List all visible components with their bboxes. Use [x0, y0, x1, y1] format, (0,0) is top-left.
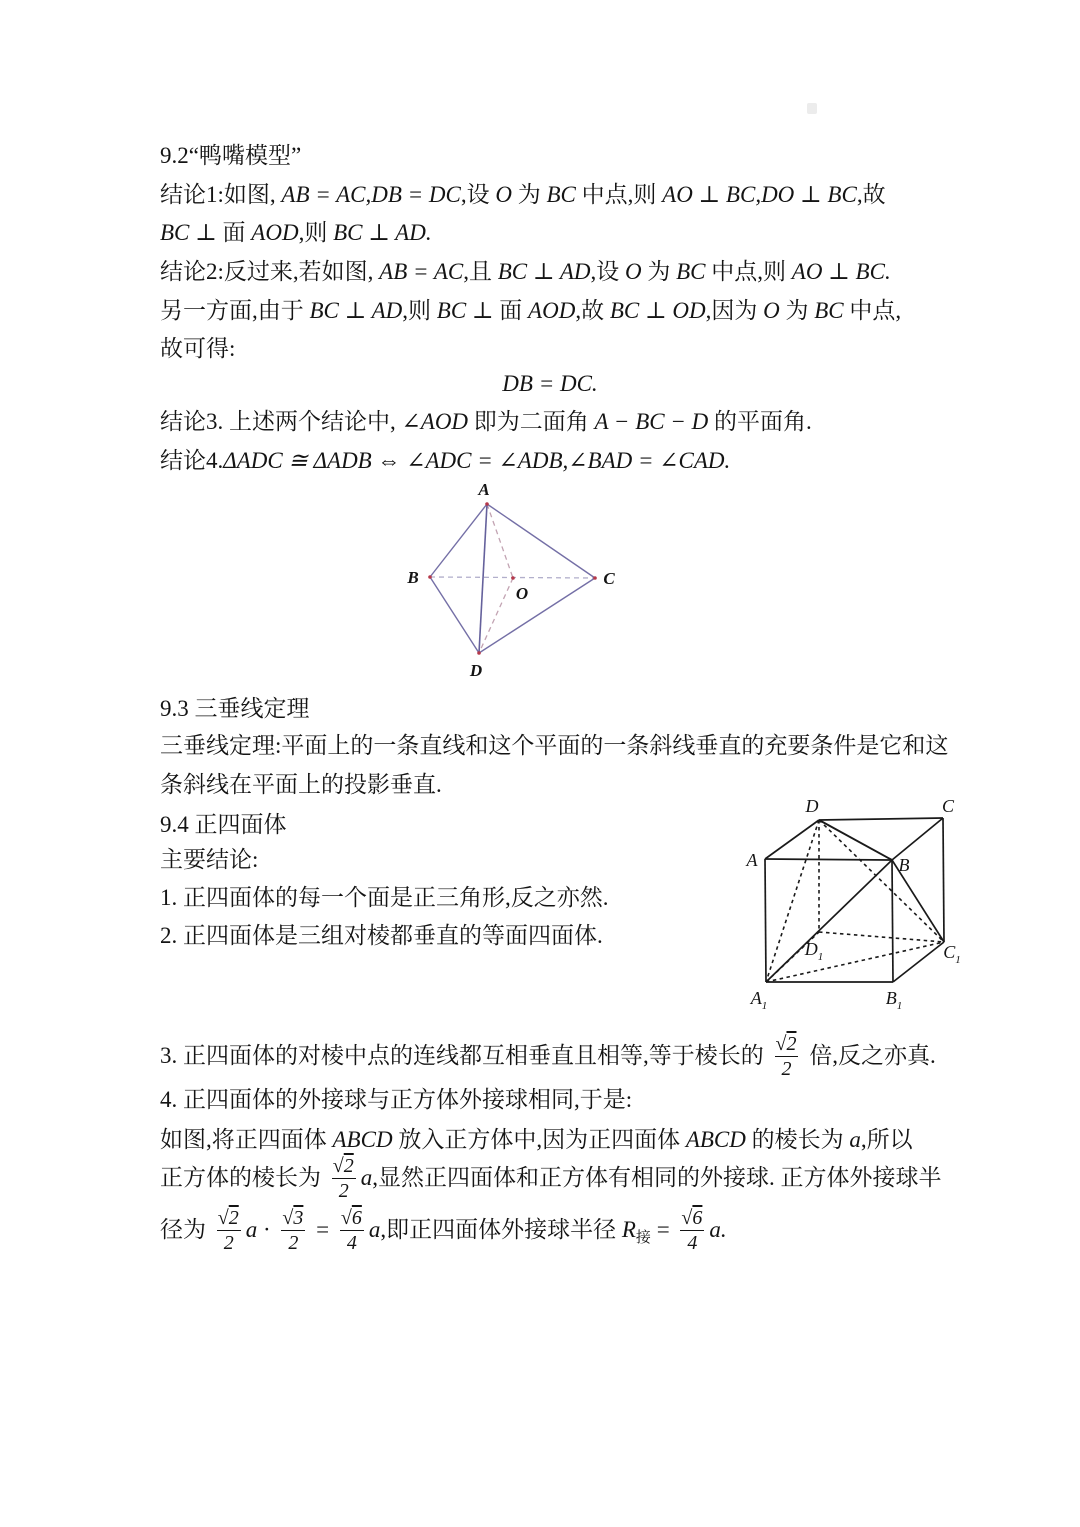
conclusion-2-line-3	[160, 334, 235, 364]
cube-label-B: B	[898, 855, 910, 875]
list-item-1	[160, 883, 609, 913]
math-run: BC	[676, 258, 706, 284]
theorem-line-2	[160, 770, 442, 800]
cube-label-D: D	[805, 796, 819, 816]
math-run: AB = AC	[379, 258, 464, 284]
text-run: ,故	[575, 297, 610, 323]
text-run: ,故	[856, 181, 886, 207]
diagonal-B-A1	[766, 860, 892, 982]
text-run: 的棱长为	[745, 1126, 850, 1152]
fraction-sqrt2-over-2	[332, 1156, 356, 1201]
text-run: 径为	[160, 1216, 212, 1242]
text-run: ,则	[298, 219, 334, 245]
edge-CD	[479, 578, 595, 653]
cube-label-A: A	[746, 850, 758, 870]
fraction-sqrt6-over-4	[680, 1208, 704, 1253]
math-run: BC ⊥	[436, 297, 500, 323]
diagonal-D-C1-dashed	[819, 820, 944, 942]
text-run: 如图,将正四面体	[160, 1126, 333, 1152]
smudge-artifact	[807, 103, 817, 114]
cube-figure	[742, 792, 977, 1017]
numerator	[217, 1208, 241, 1231]
theorem-line-1	[160, 731, 948, 761]
edge-A-B	[765, 859, 892, 860]
text-run: 结论2:反过来,若如图,	[160, 258, 380, 284]
text-run: 主要结论:	[160, 846, 259, 872]
edge-A-A1	[765, 859, 766, 982]
math-run: a	[245, 1216, 258, 1242]
cube-label-D1-subscript: 1	[817, 951, 824, 963]
math-run: AO ⊥ BC,DO ⊥ BC	[662, 181, 857, 207]
cube-label-B1-subscript: 1	[896, 1000, 903, 1012]
text-run: 的平面角.	[708, 408, 812, 434]
math-run: ABCD	[685, 1126, 746, 1152]
text-run: 倍,反之亦真.	[803, 1042, 936, 1068]
math-run: BC ⊥ AD	[309, 297, 403, 323]
text-run: 结论3. 上述两个结论中,	[160, 408, 402, 434]
dot-operator: ·	[257, 1216, 277, 1242]
text-run: 3. 正四面体的对棱中点的连线都互相垂直且相等,等于棱长的	[160, 1042, 770, 1068]
vertex-label-O: O	[515, 584, 529, 603]
cube-label-A1-letter: A	[750, 988, 762, 1008]
edge-C-C1	[943, 818, 944, 942]
edge-AD	[479, 504, 487, 653]
math-run: ΔADC ≅ ΔADB ⇔ ∠ADC = ∠ADB,∠BAD = ∠CAD.	[223, 447, 731, 473]
radicand: 6	[692, 1206, 703, 1229]
conclusion-4-line	[160, 446, 730, 476]
radical-sign: √	[282, 1206, 294, 1229]
edge-AO-dashed	[487, 504, 513, 578]
numerator	[281, 1208, 305, 1231]
edge-AB	[430, 504, 487, 577]
math-run: BC ⊥ OD	[609, 297, 706, 323]
edge-B-B1	[892, 860, 893, 982]
math-run: BC ⊥ AD.	[333, 219, 432, 245]
denominator: 2	[338, 1179, 349, 1202]
text-run: 面	[499, 297, 529, 323]
text-run: 即为二面角	[468, 408, 595, 434]
text-run: 故可得:	[160, 335, 236, 361]
vertex-dot-B	[428, 575, 432, 579]
math-run: R	[621, 1216, 636, 1242]
tetrahedron-drawing	[385, 478, 635, 683]
numerator	[680, 1208, 704, 1231]
text-run: 另一方面,由于	[160, 297, 310, 323]
text-run: ,因为	[705, 297, 764, 323]
fraction-sqrt6-over-4	[340, 1208, 364, 1253]
fraction-sqrt2-over-2	[217, 1208, 241, 1253]
math-run: AB = AC,DB = DC	[281, 181, 461, 207]
text-run: 为	[641, 258, 677, 284]
cube-label-B1-letter: B	[885, 988, 897, 1008]
centered-equation	[160, 369, 940, 399]
text-run: ,显然正四面体和正方体有相同的外接球. 正方体外接球半	[372, 1164, 942, 1190]
radical-sign: √	[681, 1206, 693, 1229]
conclusion-1-line-1	[160, 180, 886, 210]
cube-label-C1-subscript: 1	[955, 954, 961, 966]
math-run: BC ⊥	[160, 219, 223, 245]
radical-sign: √	[217, 1206, 229, 1229]
math-run: DB = DC.	[502, 370, 598, 396]
cube-label-D1	[804, 939, 824, 963]
denominator: 2	[781, 1057, 792, 1080]
edge-D1-C1-dashed	[819, 932, 944, 942]
text-run: ,设	[460, 181, 496, 207]
paragraph-cube-line-1	[160, 1125, 913, 1155]
text-run: 为	[779, 297, 815, 323]
text-run: 结论4.	[160, 447, 224, 473]
radicand: 2	[343, 1154, 354, 1177]
conclusion-3-line	[160, 407, 812, 437]
math-run: ABCD	[332, 1126, 393, 1152]
subscript-run: 接	[635, 1229, 651, 1246]
edge-B-C	[892, 818, 943, 860]
radical-sign: √	[332, 1154, 344, 1177]
math-run: AO ⊥ BC.	[791, 258, 891, 284]
text-run: 面	[222, 219, 252, 245]
heading-text: 9.2“鸭嘴模型”	[160, 142, 302, 168]
text-run: 三垂线定理:平面上的一条直线和这个平面的一条斜线垂直的充要条件是它和这	[160, 732, 949, 758]
section-heading-9-3	[160, 694, 310, 724]
cube-label-C: C	[941, 796, 955, 816]
vertex-dot-D	[477, 651, 481, 655]
conclusion-2-line-2	[160, 296, 901, 326]
vertex-label-B: B	[407, 568, 419, 587]
math-run: a	[360, 1164, 373, 1190]
text-run: 2. 正四面体是三组对棱都垂直的等面四面体.	[160, 922, 603, 948]
main-conclusions-label	[160, 845, 258, 875]
cube-label-B1	[886, 988, 903, 1012]
list-item-2	[160, 921, 603, 951]
text-run: 正方体的棱长为	[160, 1164, 327, 1190]
diagonal-D-B	[819, 820, 892, 860]
text-run: 1. 正四面体的每一个面是正三角形,反之亦然.	[160, 884, 609, 910]
math-run: O	[495, 181, 512, 207]
text-run: 条斜线在平面上的投影垂直.	[160, 771, 442, 797]
section-heading-9-2	[160, 141, 301, 171]
denominator: 4	[687, 1231, 698, 1254]
radicand: 6	[351, 1206, 362, 1229]
math-run: O	[625, 258, 642, 284]
list-item-4	[160, 1085, 632, 1115]
conclusion-1-line-2	[160, 218, 432, 248]
cube-label-C1	[943, 942, 961, 966]
radicand: 2	[786, 1032, 797, 1055]
text-run: 放入正方体中,因为正四面体	[392, 1126, 686, 1152]
text-run: ,所以	[860, 1126, 913, 1152]
radicand: 3	[293, 1206, 304, 1229]
heading-text: 9.3 三垂线定理	[160, 695, 310, 721]
heading-text: 9.4 正四面体	[160, 811, 287, 837]
edge-D-A	[765, 820, 819, 859]
text-run: 中点,则	[705, 258, 792, 284]
numerator	[775, 1034, 799, 1057]
cube-label-A1-subscript: 1	[761, 1000, 768, 1012]
vertex-label-D: D	[469, 661, 483, 680]
edge-C-D	[819, 818, 943, 820]
math-run: O	[763, 297, 780, 323]
denominator: 2	[223, 1231, 234, 1254]
section-heading-9-4	[160, 810, 287, 840]
cube-label-C1-letter: C	[943, 942, 956, 962]
text-run: ,即正四面体外接球半径	[380, 1216, 622, 1242]
equals-sign: =	[650, 1216, 676, 1242]
vertex-label-C: C	[603, 569, 615, 588]
math-run: a.	[709, 1216, 727, 1242]
radical-sign: √	[340, 1206, 352, 1229]
text-run: ,设	[590, 258, 625, 284]
edge-BD	[430, 577, 479, 653]
cube-label-A1	[750, 988, 768, 1012]
paragraph-cube-line-2	[160, 1152, 941, 1204]
math-run: BC	[546, 181, 576, 207]
equals-sign: =	[310, 1216, 335, 1242]
vertex-dot-C	[593, 576, 597, 580]
cube-label-D1-letter: D	[804, 939, 818, 959]
vertex-dot-A	[485, 502, 489, 506]
fraction-sqrt2-over-2	[775, 1034, 799, 1079]
vertex-dot-O	[511, 576, 515, 580]
text-run: ,且	[463, 258, 498, 284]
paragraph-cube-line-3	[160, 1204, 727, 1256]
text-run: ,则	[402, 297, 437, 323]
list-item-3	[160, 1030, 936, 1082]
edge-AC	[487, 504, 595, 578]
math-run: BC ⊥ AD	[497, 258, 591, 284]
text-run: 为	[512, 181, 547, 207]
numerator	[340, 1208, 364, 1231]
cube-drawing	[742, 792, 977, 1017]
fraction-sqrt3-over-2	[281, 1208, 305, 1253]
text-run: 4. 正四面体的外接球与正方体外接球相同,于是:	[160, 1086, 633, 1112]
radicand: 2	[228, 1206, 239, 1229]
vertex-label-A: A	[478, 480, 490, 499]
math-run: AOD	[251, 219, 299, 245]
text-run: 中点,	[843, 297, 902, 323]
math-run: a	[368, 1216, 381, 1242]
tetrahedron-figure	[385, 478, 635, 683]
math-run: BC	[814, 297, 844, 323]
text-run: 中点,则	[575, 181, 663, 207]
denominator: 2	[288, 1231, 299, 1254]
text-run: 结论1:如图,	[160, 181, 282, 207]
conclusion-2-line-1	[160, 257, 891, 287]
radical-sign: √	[775, 1032, 787, 1055]
math-run: A − BC − D	[594, 408, 709, 434]
math-run: AOD	[528, 297, 576, 323]
denominator: 4	[346, 1231, 357, 1254]
math-run: ∠AOD	[401, 408, 469, 434]
numerator	[332, 1156, 356, 1179]
math-run: a	[849, 1126, 861, 1152]
